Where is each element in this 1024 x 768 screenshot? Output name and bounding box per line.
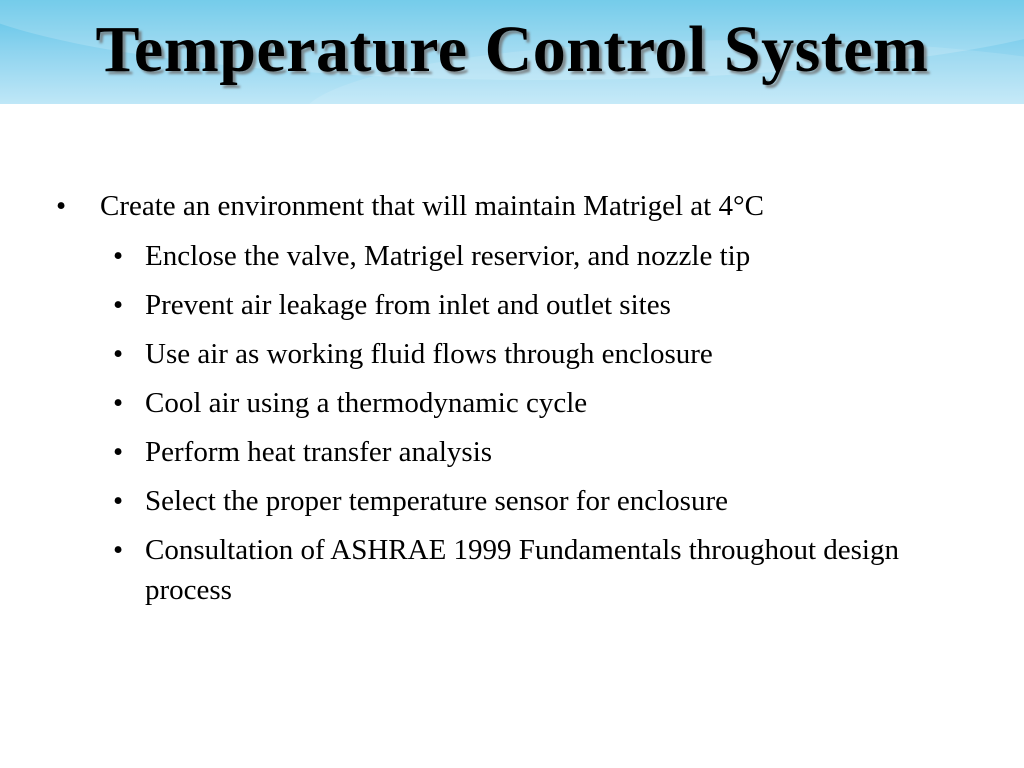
sub-bullet-text: Cool air using a thermodynamic cycle bbox=[145, 387, 588, 419]
sub-bullet-item bbox=[113, 334, 993, 374]
sub-bullet-item bbox=[113, 285, 993, 325]
sub-bullet-item bbox=[113, 530, 993, 610]
sub-bullet-text: Use air as working fluid flows through enclosure bbox=[145, 338, 713, 370]
bullet-icon: • bbox=[113, 534, 124, 566]
bullet-icon: • bbox=[113, 387, 124, 419]
sub-bullet-item bbox=[113, 481, 993, 521]
slide-title: Temperature Control System bbox=[95, 13, 929, 86]
sub-bullet-text: Enclose the valve, Matrigel reservior, and nozzle tip bbox=[145, 240, 751, 272]
sub-bullet-text: Perform heat transfer analysis bbox=[145, 436, 493, 468]
bullet-icon: • bbox=[113, 436, 124, 468]
sub-bullet-text: Consultation of ASHRAE 1999 Fundamentals throughout design process bbox=[145, 534, 899, 606]
bullet-icon: • bbox=[113, 289, 124, 321]
sub-bullet-text: Select the proper temperature sensor for enclosure bbox=[145, 485, 728, 517]
sub-bullet-item bbox=[113, 432, 993, 472]
sub-bullet-list bbox=[113, 236, 993, 619]
main-bullet-text: Create an environment that will maintain Matrigel at 4°C bbox=[100, 190, 764, 222]
sub-bullet-item bbox=[113, 236, 993, 276]
bullet-icon: • bbox=[113, 338, 124, 370]
bullet-icon: • bbox=[113, 240, 124, 272]
sub-bullet-text: Prevent air leakage from inlet and outlet sites bbox=[145, 289, 671, 321]
bullet-icon: • bbox=[56, 190, 67, 222]
sub-bullet-item bbox=[113, 383, 993, 423]
bullet-icon: • bbox=[113, 485, 124, 517]
